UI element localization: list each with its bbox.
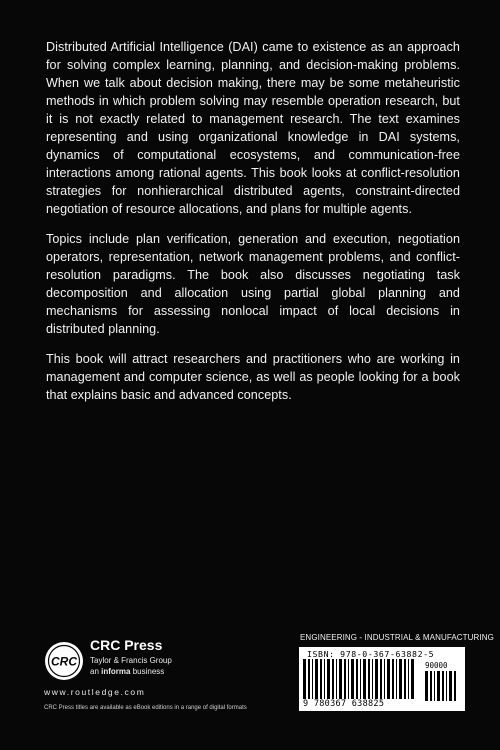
publisher-group: Taylor & Francis Group [90,656,172,665]
blurb-paragraph-2: Topics include plan verification, generation and execution, negotiation operators, representation, network management problems, and conflict-resolution paradigms. The book also discusses negotiating task decomposition and allocation using partial global planning and mechanisms for assessing nonlocal impact of local decisions in distributed planning. [46,232,460,336]
price-code: 90000 [425,661,448,670]
back-cover-blurb [46,38,460,416]
ebook-availability-note: CRC Press titles are available as eBook editions in a range of digital formats [44,705,247,711]
barcode-bars [301,659,419,699]
subject-category: ENGINEERING - INDUSTRIAL & MANUFACTURING [300,633,494,642]
blurb-paragraph-1: Distributed Artificial Intelligence (DAI) came to existence as an approach for solving complex learning, planning, and decision-making problems. When we talk about decision making, there may be some metaheuristic methods in which problem solving may resemble operation research, but it is not exactly related to management research. The text examines representing and using organizational knowledge in DAI systems, dynamics of computational ecosystems, and communication-free interactions among rational agents. This book looks at conflict-resolution strategies for nonhierarchical distributed agents, constraint-directed negotiation of resource allocations, and plans for multiple agents. [46,40,460,216]
publisher-business-line: an informa business [90,667,165,676]
publisher-block [44,637,304,701]
publisher-name: CRC Press [90,637,163,653]
crc-press-logo [44,641,84,681]
blurb-paragraph-3: This book will attract researchers and practitioners who are working in management and computer science, as well as people looking for a book that explains basic and advanced concepts. [46,352,460,402]
isbn-barcode [299,647,465,711]
barcode-digits: 9 780367 638825 [303,699,385,709]
informa-brand: informa [101,667,131,676]
publisher-url: www.routledge.com [44,687,146,697]
crc-logo-text: CRC [51,654,77,669]
isbn-text: ISBN: 978-0-367-63882-5 [307,649,435,659]
addon-barcode-bars [423,671,459,701]
